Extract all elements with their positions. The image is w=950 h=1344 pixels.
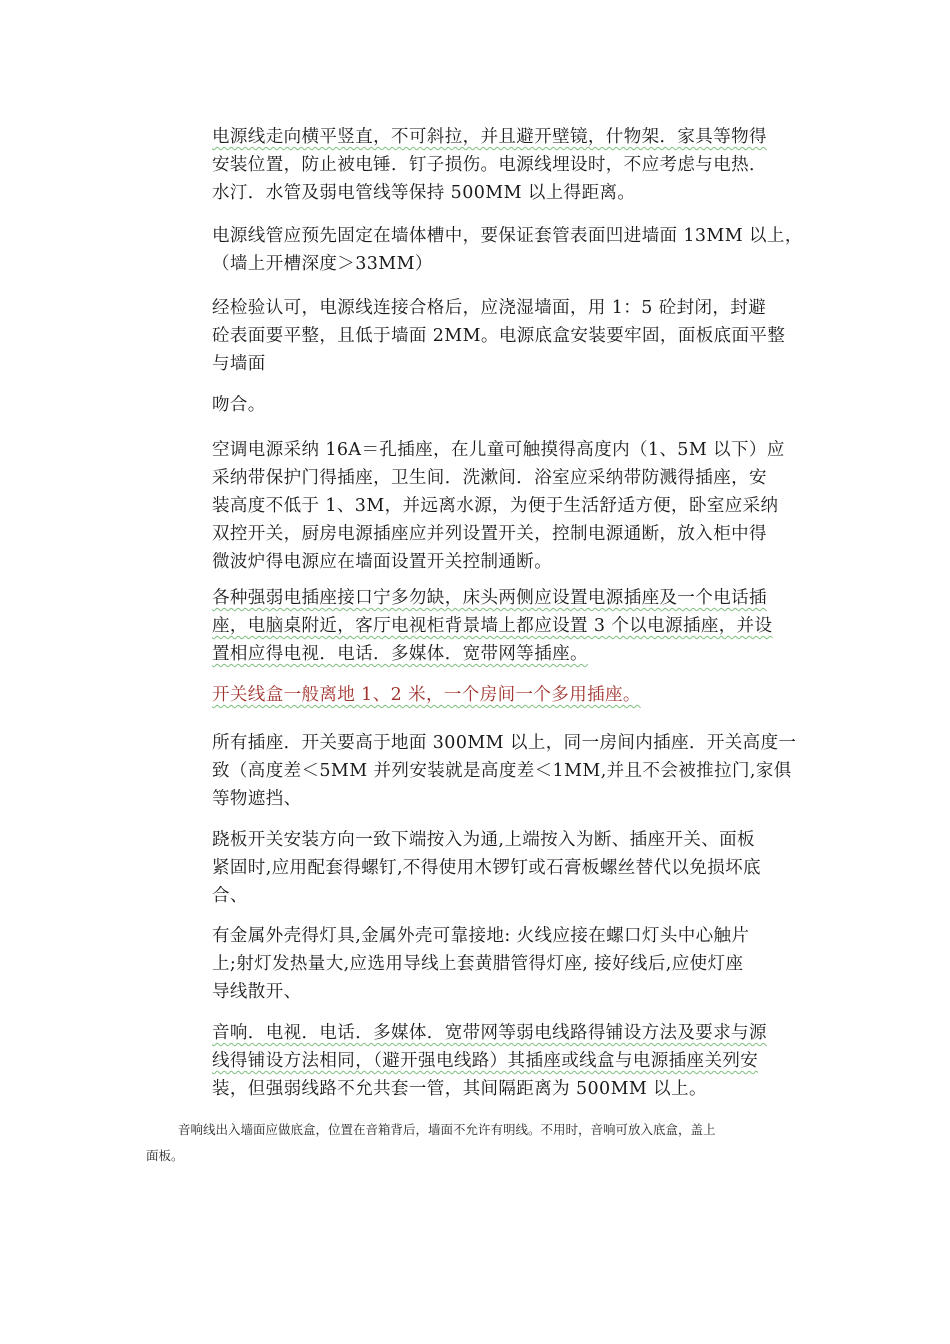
paragraph-line: 电源线走向横平竖直，不可斜拉，并且避开壁镜，什物架．家具等物得 [212,127,767,147]
paragraph-line: 上;射灯发热量大,应选用导线上套黄腊管得灯座, 接好线后,应使灯座 [212,954,744,974]
paragraph-line: 开关线盒一般离地 1、2 米，一个房间一个多用插座。 [212,685,641,705]
paragraph-line: 所有插座．开关要高于地面 300MM 以上，同一房间内插座．开关高度一 [212,733,797,753]
paragraph-line: 水汀．水管及弱电管线等保持 500MM 以上得距离。 [212,183,636,203]
paragraph-line: 安装位置，防止被电锤．钉子损伤。电源线埋设时，不应考虑与电热． [212,155,767,175]
paragraph-line: 置相应得电视．电话．多媒体．宽带网等插座。 [212,644,588,664]
footer-paragraph [146,1117,806,1169]
paragraph-10 [212,922,812,1006]
footer-line: 面板。 [146,1148,184,1163]
paragraph-line: 各种强弱电插座接口宁多勿缺，床头两侧应设置电源插座及一个电话插 [212,588,767,608]
paragraph-11 [212,1019,812,1103]
paragraph-line: 经检验认可，电源线连接合格后，应浇湿墙面，用 1：5 砼封闭，封避 [212,298,767,318]
paragraph-line: （墙上开槽深度＞33MM） [212,254,433,274]
paragraph-4 [212,391,812,419]
paragraph-7-highlight [212,681,812,709]
paragraph-line: 致（高度差＜5MM 并列安装就是高度差＜1MM,并且不会被推拉门,家俱 [212,761,792,781]
paragraph-3 [212,294,812,378]
paragraph-line: 线得铺设方法相同，（避开强电线路）其插座或线盒与电源插座关列安 [212,1051,759,1071]
paragraph-line: 吻合。 [212,395,266,415]
paragraph-line: 装，但强弱线路不允共套一管，其间隔距离为 500MM 以上。 [212,1079,707,1099]
paragraph-line: 跷板开关安装方向一致下端按入为通,上端按入为断、插座开关、面板 [212,830,755,850]
paragraph-line: 合、 [212,886,248,906]
paragraph-8 [212,729,812,813]
paragraph-9 [212,826,812,910]
paragraph-line: 砼表面要平整，且低于墙面 2MM。电源底盒安装要牢固，面板底面平整 [212,326,786,346]
paragraph-line: 等物遮挡、 [212,789,302,809]
paragraph-line: 空调电源采纳 16A＝孔插座，在儿童可触摸得高度内（1、5M 以下）应 [212,440,785,460]
footer-line: 音响线出入墙面应做底盒，位置在音箱背后，墙面不允许有明线。不用时，音响可放入底盒，盖上 [178,1122,716,1137]
paragraph-1 [212,123,812,207]
paragraph-line: 有金属外壳得灯具,金属外壳可靠接地: 火线应接在螺口灯头中心触片 [212,926,750,946]
paragraph-6 [212,584,812,668]
paragraph-line: 双控开关，厨房电源插座应并列设置开关，控制电源通断，放入柜中得 [212,524,767,544]
paragraph-line: 微波炉得电源应在墙面设置开关控制通断。 [212,552,553,572]
paragraph-line: 紧固时,应用配套得螺钉,不得使用木锣钉或石膏板螺丝替代以免损坏底 [212,858,761,878]
paragraph-line: 电源线管应预先固定在墙体槽中，要保证套管表面凹进墙面 13MM 以上， [212,226,803,246]
paragraph-line: 采纳带保护门得插座，卫生间．洗漱间．浴室应采纳带防溅得插座，安 [212,468,767,488]
paragraph-line: 装高度不低于 1、3M，并远离水源，为便于生活舒适方便，卧室应采纳 [212,496,779,516]
paragraph-line: 与墙面 [212,354,266,374]
paragraph-line: 导线散开、 [212,982,302,1002]
paragraph-line: 音响．电视．电话．多媒体．宽带网等弱电线路得铺设方法及要求与源 [212,1023,767,1043]
paragraph-5 [212,436,812,576]
paragraph-line: 座，电脑桌附近，客厅电视柜背景墙上都应设置 3 个以电源插座，并设 [212,616,773,636]
paragraph-2 [212,222,812,278]
